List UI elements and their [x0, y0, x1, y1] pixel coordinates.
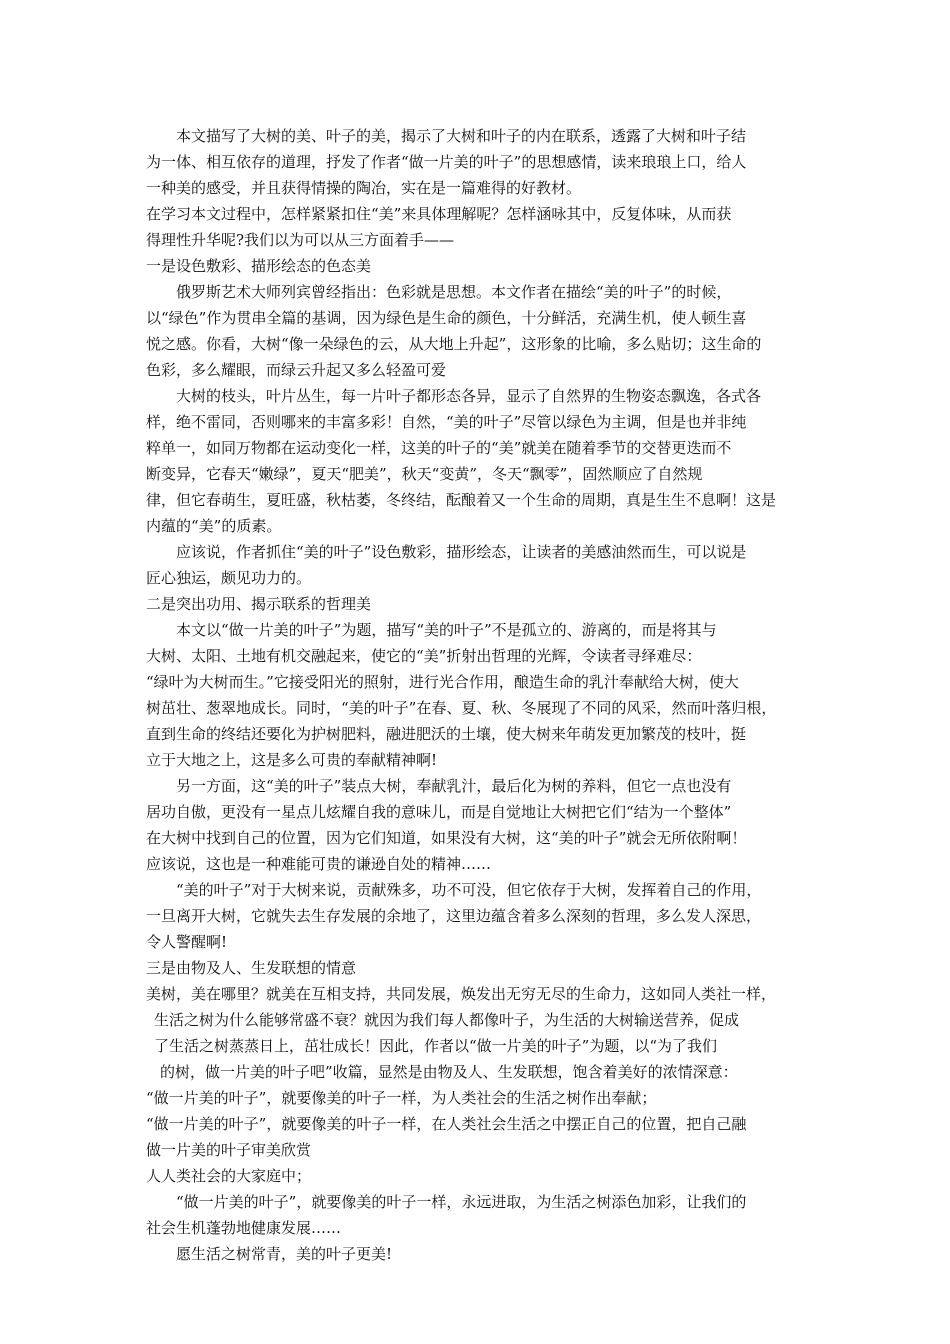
- text-line: “绿叶为大树而生。”它接受阳光的照射，进行光合作用，酿造生命的乳汁奉献给大树，使大: [146, 673, 739, 691]
- text-line: 直到生命的终结还要化为护树肥料，融进肥沃的土壤，使大树来年萌发更加繁茂的枝叶，挺: [146, 725, 747, 743]
- text-line: 人人类社会的大家庭中；: [146, 1167, 312, 1185]
- section-heading-2: 二是突出功用、揭示联系的哲理美: [146, 595, 372, 613]
- text-line: 美树，美在哪里？就美在互相支持，共同发展，焕发出无穷无尽的生命力，这如同人类社一样，: [146, 985, 777, 1003]
- document-body: [146, 123, 814, 1267]
- text-line: 了生活之树蒸蒸日上，茁壮成长！因此，作者以“做一片美的叶子”为题，以“为了我们: [154, 1037, 718, 1055]
- text-line: 悦之感。你看，大树“像一朵绿色的云，从大地上升起”，这形象的比喻，多么贴切；这生命的: [146, 335, 762, 353]
- text-line: 社会生机蓬勃地健康发展……: [146, 1219, 342, 1237]
- text-line: 另一方面，这“美的叶子”装点大树，奉献乳汁，最后化为树的养料，但它一点也没有: [176, 777, 732, 795]
- text-line: 应该说，作者抓住“美的叶子”设色敷彩，描形绘态，让读者的美感油然而生，可以说是: [176, 543, 747, 561]
- text-line: 为一体、相互依存的道理，抒发了作者“做一片美的叶子”的思想感情，读来琅琅上口，给人: [146, 153, 747, 171]
- text-line: 令人警醒啊!: [146, 933, 228, 951]
- section-heading-3: 三是由物及人、生发联想的情意: [146, 959, 357, 977]
- text-line: 以“绿色”作为贯串全篇的基调，因为绿色是生命的颜色，十分鲜活，充满生机，使人顿生喜: [146, 309, 747, 327]
- text-line: 本文以“做一片美的叶子”为题，描写“美的叶子”不是孤立的、游离的，而是将其与: [176, 621, 717, 639]
- text-line: “做一片美的叶子”，就要像美的叶子一样，永远进取，为生活之树添色加彩，让我们的: [176, 1193, 747, 1211]
- text-line: 一旦离开大树，它就失去生存发展的余地了，这里边蕴含着多么深刻的哲理，多么发人深思，: [146, 907, 762, 925]
- text-line: 粹单一，如同万物都在运动变化一样，这美的叶子的“美”就美在随着季节的交替更迭而不: [146, 439, 732, 457]
- text-line: 愿生活之树常青，美的叶子更美!: [176, 1245, 393, 1263]
- text-line: 应该说，这也是一种难能可贵的谦逊自处的精神……: [146, 855, 492, 873]
- text-line: 一种美的感受，并且获得情操的陶冶，实在是一篇难得的好教材。: [146, 179, 582, 197]
- text-line: 生活之树为什么能够常盛不衰？就因为我们每人都像叶子，为生活的大树输送营养，促成: [154, 1011, 740, 1029]
- text-line: 得理性升华呢?我们以为可以从三方面着手——: [146, 231, 455, 249]
- text-line: 色彩，多么耀眼，而绿云升起又多么轻盈可爱: [146, 361, 447, 379]
- text-line: 的树，做一片美的叶子吧”收篇，显然是由物及人、生发联想，饱含着美好的浓情深意：: [160, 1063, 738, 1081]
- text-line: 律，但它春萌生，夏旺盛，秋枯萎，冬终结，酝酿着又一个生命的周期，真是生生不息啊！这是: [146, 491, 777, 509]
- text-line: 断变异，它春天“嫩绿”，夏天“肥美”，秋天“变黄”，冬天“飘零”，固然顺应了自然规: [146, 465, 703, 483]
- text-line: 树茁壮、葱翠地成长。同时，“美的叶子”在春、夏、秋、冬展现了不同的风采，然而叶落归根，: [146, 699, 777, 717]
- text-line: “做一片美的叶子”，就要像美的叶子一样，为人类社会的生活之树作出奉献；: [146, 1089, 657, 1107]
- text-line: 内蕴的“美”的质素。: [146, 517, 282, 535]
- text-line: 居功自傲，更没有一星点儿炫耀自我的意味儿，而是自觉地让大树把它们“结为一个整体”: [146, 803, 732, 821]
- text-line: 在大树中找到自己的位置，因为它们知道，如果没有大树，这“美的叶子”就会无所依附啊！: [146, 829, 747, 847]
- text-line: 立于大地之上，这是多么可贵的奉献精神啊!: [146, 751, 438, 769]
- text-line: 做一片美的叶子审美欣赏: [146, 1141, 312, 1159]
- text-line: 本文描写了大树的美、叶子的美，揭示了大树和叶子的内在联系，透露了大树和叶子结: [176, 127, 747, 145]
- text-line: “做一片美的叶子”，就要像美的叶子一样，在人类社会生活之中摆正自己的位置，把自己融: [146, 1115, 747, 1133]
- text-line: 在学习本文过程中，怎样紧紧扣住“美”来具体理解呢？怎样涵咏其中，反复体味，从而获: [146, 205, 732, 223]
- text-line: 样，绝不雷同，否则哪来的丰富多彩！自然，“美的叶子”尽管以绿色为主调，但是也并非纯: [146, 413, 747, 431]
- text-line: 匠心独运，颇见功力的。: [146, 569, 312, 587]
- text-line: 俄罗斯艺术大师列宾曾经指出：色彩就是思想。本文作者在描绘“美的叶子”的时候，: [176, 283, 732, 301]
- text-line: “美的叶子”对于大树来说，贡献殊多，功不可没，但它依存于大树，发挥着自己的作用，: [176, 881, 762, 899]
- text-line: 大树的枝头，叶片丛生，每一片叶子都形态各异，显示了自然界的生物姿态飘逸，各式各: [176, 387, 762, 405]
- text-line: 大树、太阳、土地有机交融起来，使它的“美”折射出哲理的光辉，令读者寻绎难尽：: [146, 647, 702, 665]
- section-heading-1: 一是设色敷彩、描形绘态的色态美: [146, 257, 372, 275]
